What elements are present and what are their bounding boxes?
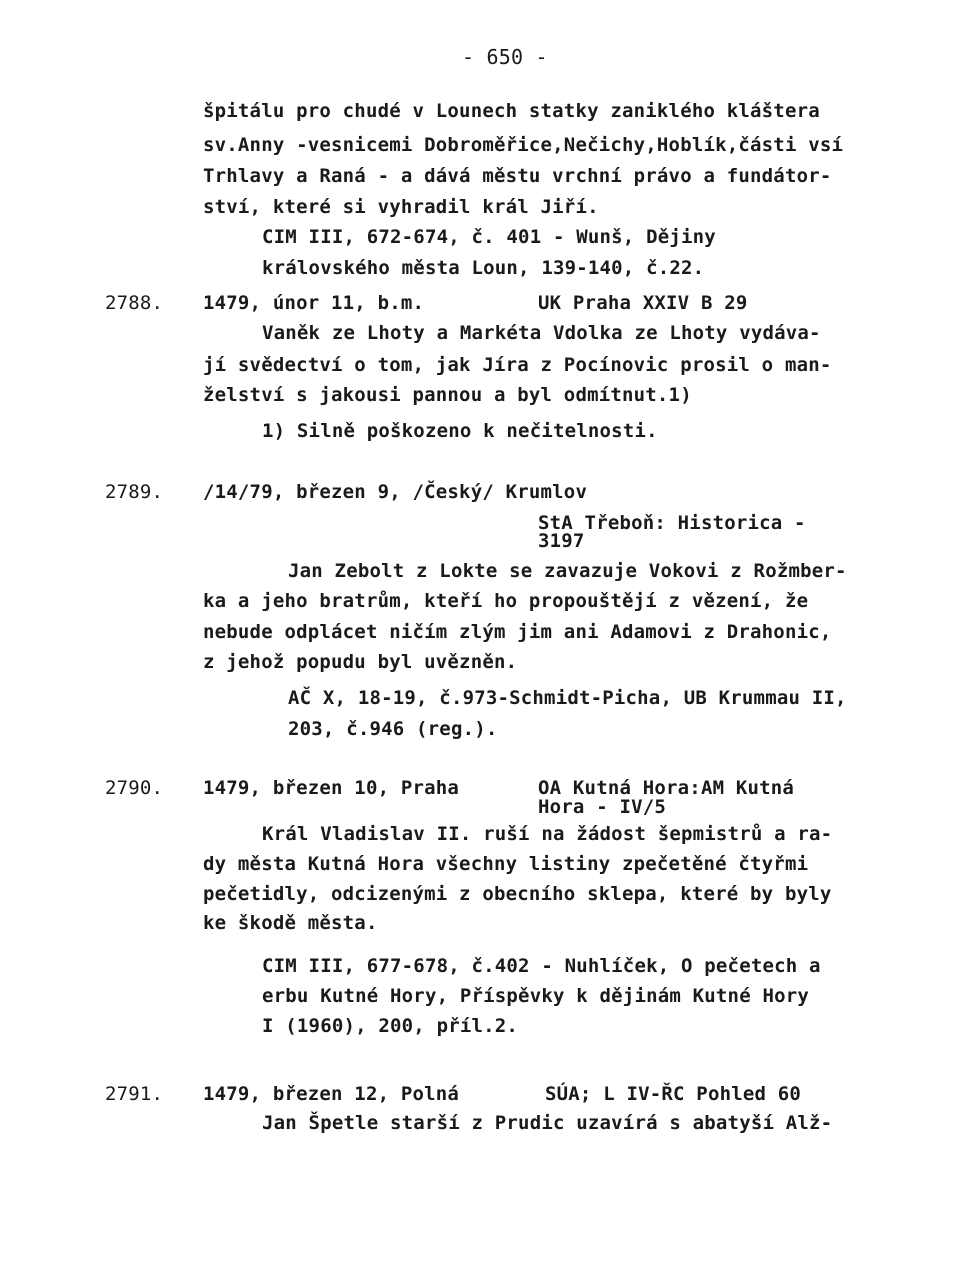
text-line: sv.Anny -vesnicemi Dobroměřice,Nečichy,Hoblík,části vsí <box>203 134 844 156</box>
text-line: Vaněk ze Lhoty a Markéta Vdolka ze Lhoty vydáva- <box>262 322 821 344</box>
text-line: z jehož popudu byl uvězněn. <box>203 651 518 673</box>
entry-number: 2789. <box>105 481 164 503</box>
reference-line: královského města Loun, 139-140, č.22. <box>262 257 705 279</box>
entry-date: /14/79, březen 9, /Český/ Krumlov <box>203 481 588 503</box>
footnote: 1) Silně poškozeno k nečitelnosti. <box>262 420 658 442</box>
reference-line: I (1960), 200, příl.2. <box>262 1015 519 1037</box>
reference-line: erbu Kutné Hory, Příspěvky k dějinám Kutné Hory <box>262 985 810 1007</box>
entry-date: 1479, únor 11, b.m. <box>203 292 425 314</box>
entry-archive: SÚA; L IV-ŘC Pohled 60 <box>545 1083 802 1105</box>
page-number: - 650 - <box>462 45 548 69</box>
reference-line: AČ X, 18-19, č.973-Schmidt-Picha, UB Krummau II, <box>288 687 847 709</box>
text-line: ke škodě města. <box>203 912 378 934</box>
entry-archive: OA Kutná Hora:AM Kutná <box>538 777 795 799</box>
text-line: želství s jakousi pannou a byl odmítnut.1) <box>203 384 692 406</box>
entry-archive: 3197 <box>538 530 585 552</box>
text-line: dy města Kutná Hora všechny listiny zpečetěné čtyřmi <box>203 853 809 875</box>
text-line: ka a jeho bratrům, kteří ho propouštějí z vězení, že <box>203 590 809 612</box>
entry-date: 1479, březen 10, Praha <box>203 777 460 799</box>
text-line: Trhlavy a Raná - a dává městu vrchní právo a fundátor- <box>203 165 832 187</box>
text-line: Jan Zebolt z Lokte se zavazuje Vokovi z Rožmber- <box>288 560 847 582</box>
text-line: jí svědectví o tom, jak Jíra z Pocínovic prosil o man- <box>203 354 832 376</box>
text-line: Král Vladislav II. ruší na žádost šepmistrů a ra- <box>262 823 833 845</box>
entry-date: 1479, březen 12, Polná <box>203 1083 460 1105</box>
text-line: špitálu pro chudé v Lounech statky zaniklého kláštera <box>203 100 820 122</box>
entry-number: 2791. <box>105 1083 164 1105</box>
entry-number: 2788. <box>105 292 164 314</box>
entry-archive: UK Praha XXIV B 29 <box>538 292 748 314</box>
entry-number: 2790. <box>105 777 164 799</box>
reference-line: CIM III, 672-674, č. 401 - Wunš, Dějiny <box>262 226 716 248</box>
entry-archive: Hora - IV/5 <box>538 796 667 818</box>
reference-line: 203, č.946 (reg.). <box>288 718 498 740</box>
text-line: ství, které si vyhradil král Jiří. <box>203 196 599 218</box>
text-line: Jan Špetle starší z Prudic uzavírá s abatyší Alž- <box>262 1112 833 1134</box>
text-line: pečetidly, odcizenými z obecního sklepa, které by byly <box>203 883 832 905</box>
entry-archive: StA Třeboň: Historica - <box>538 512 806 534</box>
text-line: nebude odplácet ničím zlým jim ani Adamovi z Drahonic, <box>203 621 832 643</box>
reference-line: CIM III, 677-678, č.402 - Nuhlíček, O pečetech a <box>262 955 821 977</box>
